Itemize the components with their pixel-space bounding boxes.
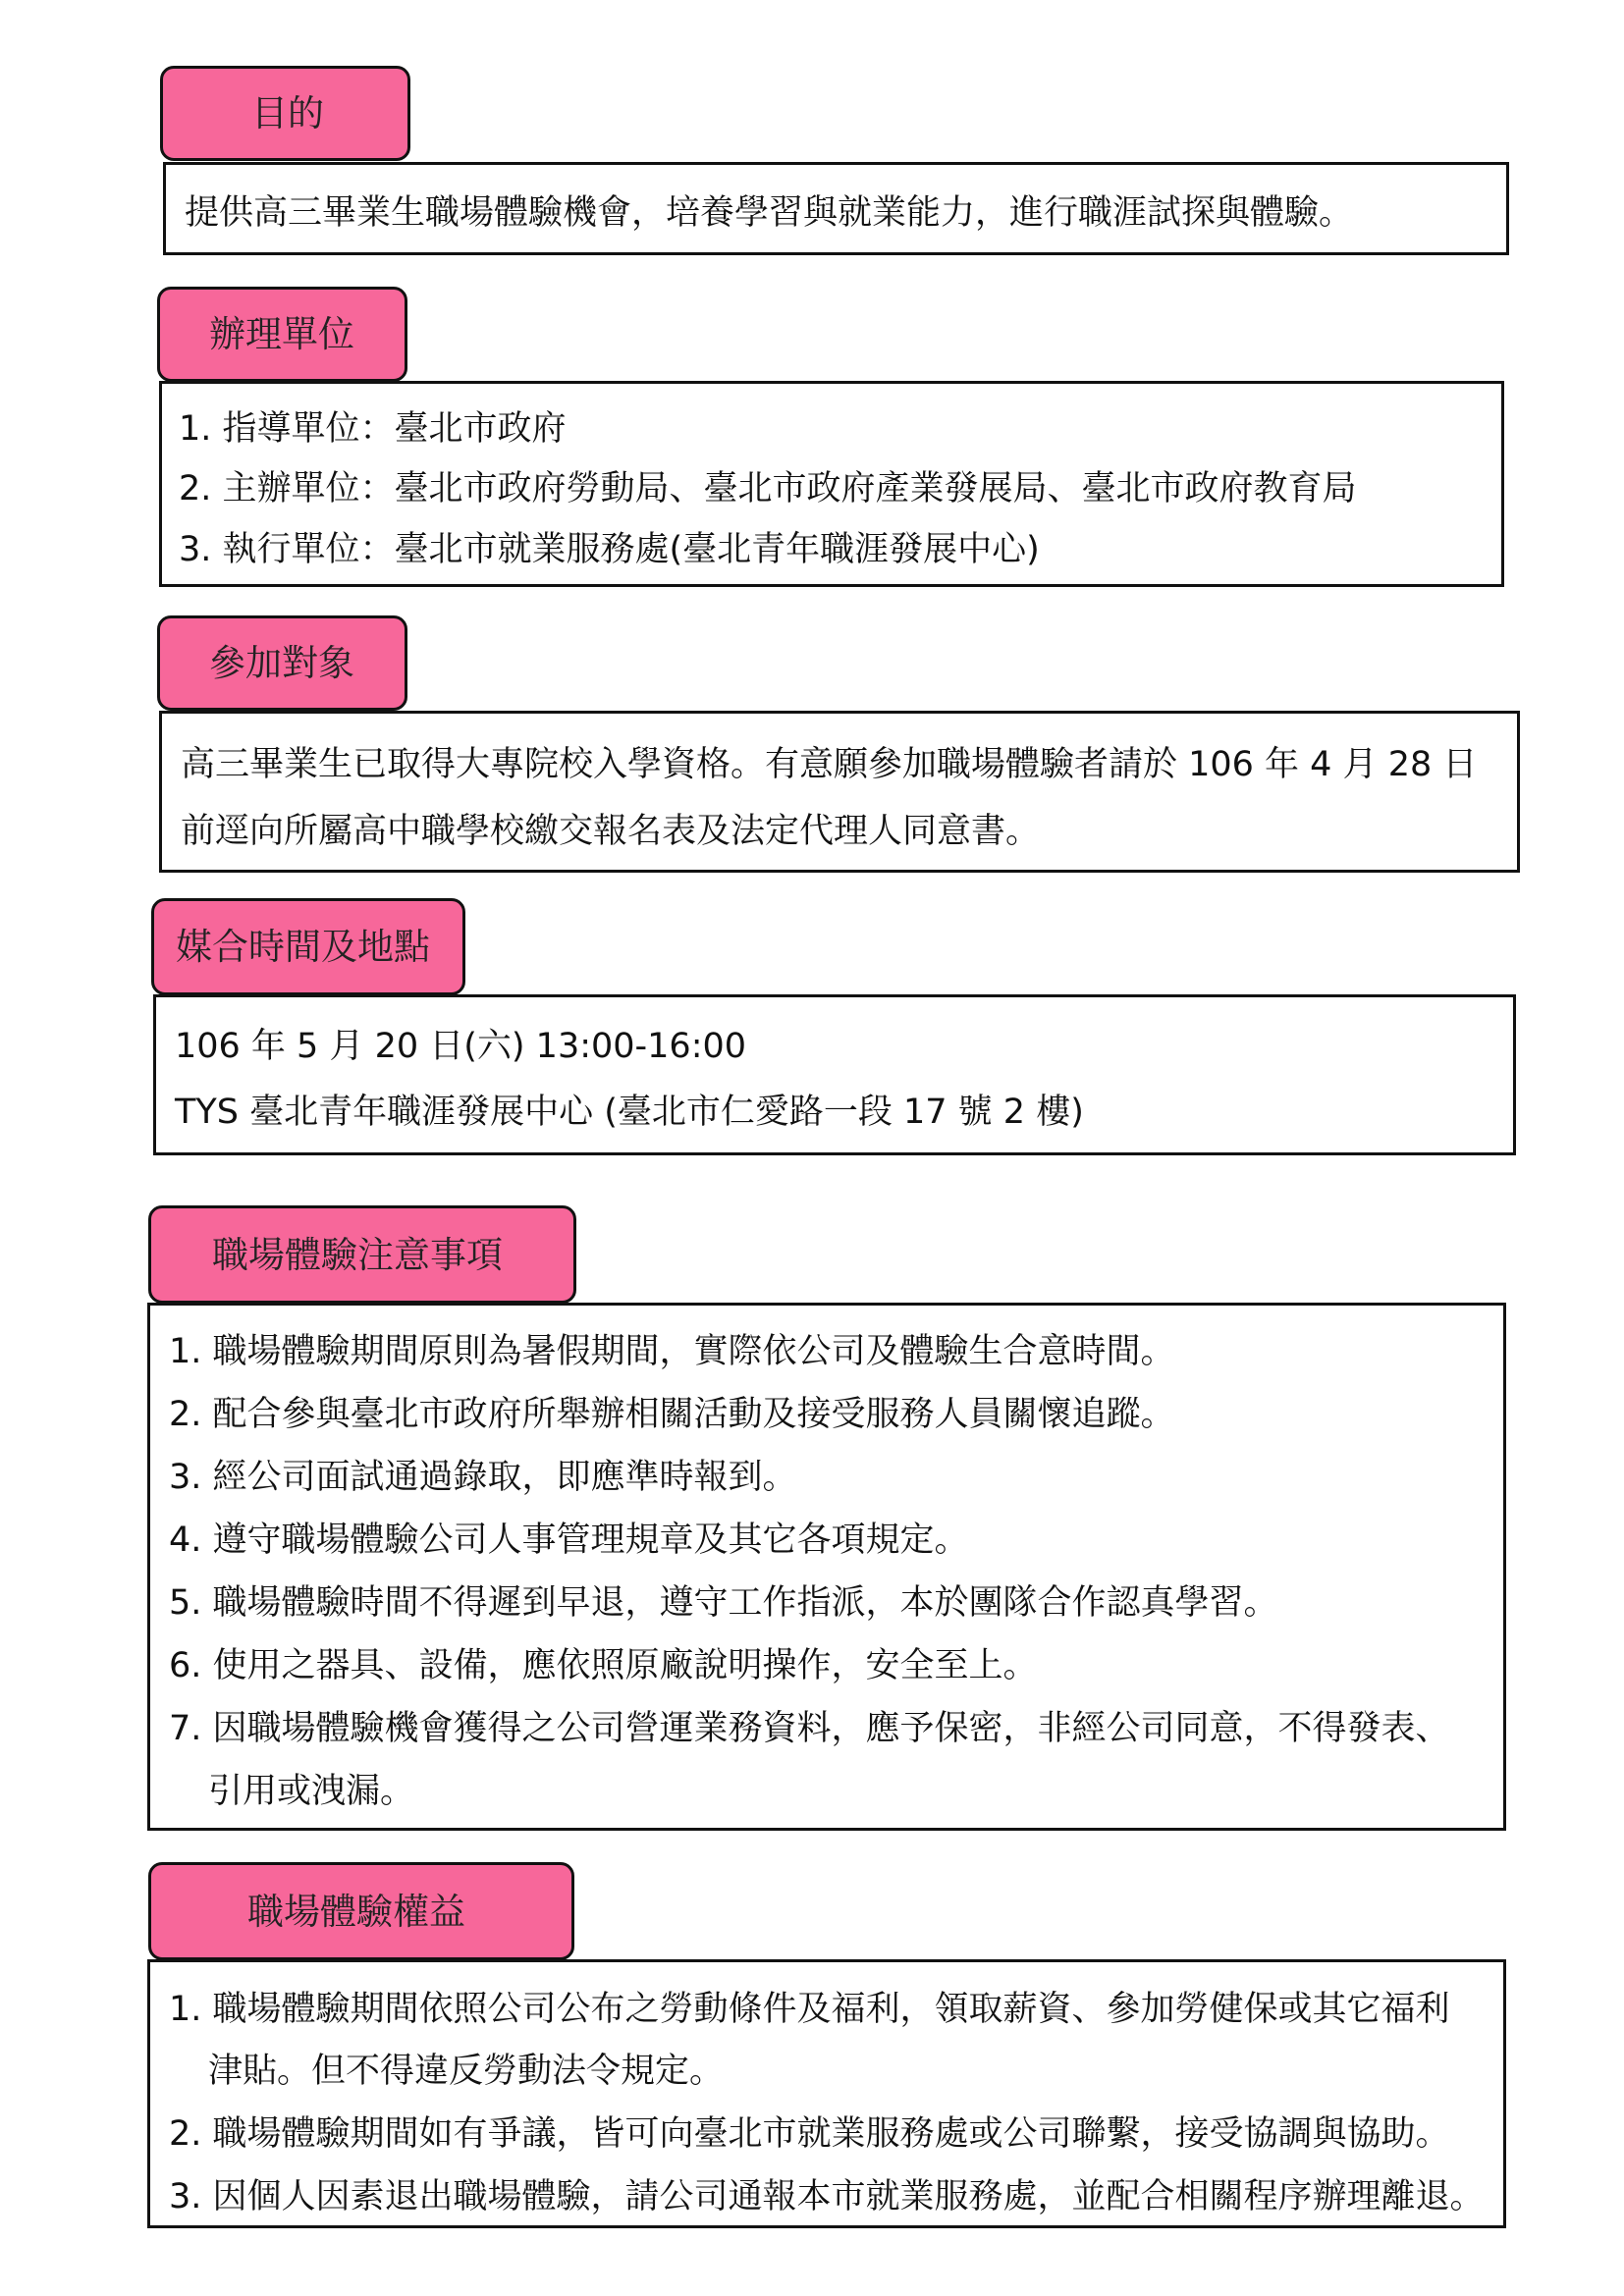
notes-item-6: 6. 使用之器具、設備，應依照原廠說明操作，安全至上。 [169, 1646, 1038, 1685]
notes-item-2: 2. 配合參與臺北市政府所舉辦相關活動及接受服務人員關懷追蹤。 [169, 1395, 1175, 1434]
notes-item-4: 4. 遵守職場體驗公司人事管理規章及其它各項規定。 [169, 1521, 969, 1560]
organizers-item-1: 1. 指導單位：臺北市政府 [179, 409, 567, 449]
rights-item-2: 2. 職場體驗期間如有爭議，皆可向臺北市就業服務處或公司聯繫，接受協調與協助。 [169, 2114, 1450, 2154]
schedule-location: TYS 臺北青年職涯發展中心 (臺北市仁愛路一段 17 號 2 樓) [175, 1093, 1084, 1132]
rights-heading: 職場體驗權益 [148, 1862, 574, 1960]
notes-item-7: 7. 因職場體驗機會獲得之公司營運業務資料，應予保密，非經公司同意，不得發表、 [169, 1709, 1450, 1748]
notes-item-7-cont: 引用或洩漏。 [208, 1772, 415, 1811]
notes-item-5: 5. 職場體驗時間不得遲到早退，遵守工作指派，本於團隊合作認真學習。 [169, 1583, 1278, 1623]
organizers-item-3: 3. 執行單位：臺北市就業服務處(臺北青年職涯發展中心) [179, 530, 1040, 569]
schedule-heading: 媒合時間及地點 [151, 898, 465, 995]
notes-item-3: 3. 經公司面試通過錄取，即應準時報到。 [169, 1458, 797, 1497]
notes-heading: 職場體驗注意事項 [148, 1205, 576, 1304]
notes-item-1: 1. 職場體驗期間原則為暑假期間，實際依公司及體驗生合意時間。 [169, 1332, 1175, 1371]
organizers-item-2: 2. 主辦單位：臺北市政府勞動局、臺北市政府產業發展局、臺北市政府教育局 [179, 469, 1357, 508]
purpose-text: 提供高三畢業生職場體驗機會，培養學習與就業能力，進行職涯試探與體驗。 [185, 193, 1354, 233]
schedule-datetime: 106 年 5 月 20 日(六) 13:00-16:00 [175, 1027, 747, 1066]
notes-box [147, 1303, 1506, 1831]
eligibility-heading: 參加對象 [157, 615, 407, 711]
purpose-heading: 目的 [160, 66, 410, 161]
eligibility-text-1: 高三畢業生已取得大專院校入學資格。有意願參加職場體驗者請於 106 年 4 月 28 日 [181, 745, 1478, 784]
rights-item-1-cont: 津貼。但不得違反勞動法令規定。 [208, 2052, 725, 2091]
rights-item-3: 3. 因個人因素退出職場體驗，請公司通報本市就業服務處，並配合相關程序辦理離退。 [169, 2177, 1485, 2216]
organizers-heading: 辦理單位 [157, 287, 407, 382]
rights-item-1: 1. 職場體驗期間依照公司公布之勞動條件及福利，領取薪資、參加勞健保或其它福利 [169, 1990, 1450, 2029]
eligibility-text-2: 前逕向所屬高中職學校繳交報名表及法定代理人同意書。 [181, 812, 1041, 851]
